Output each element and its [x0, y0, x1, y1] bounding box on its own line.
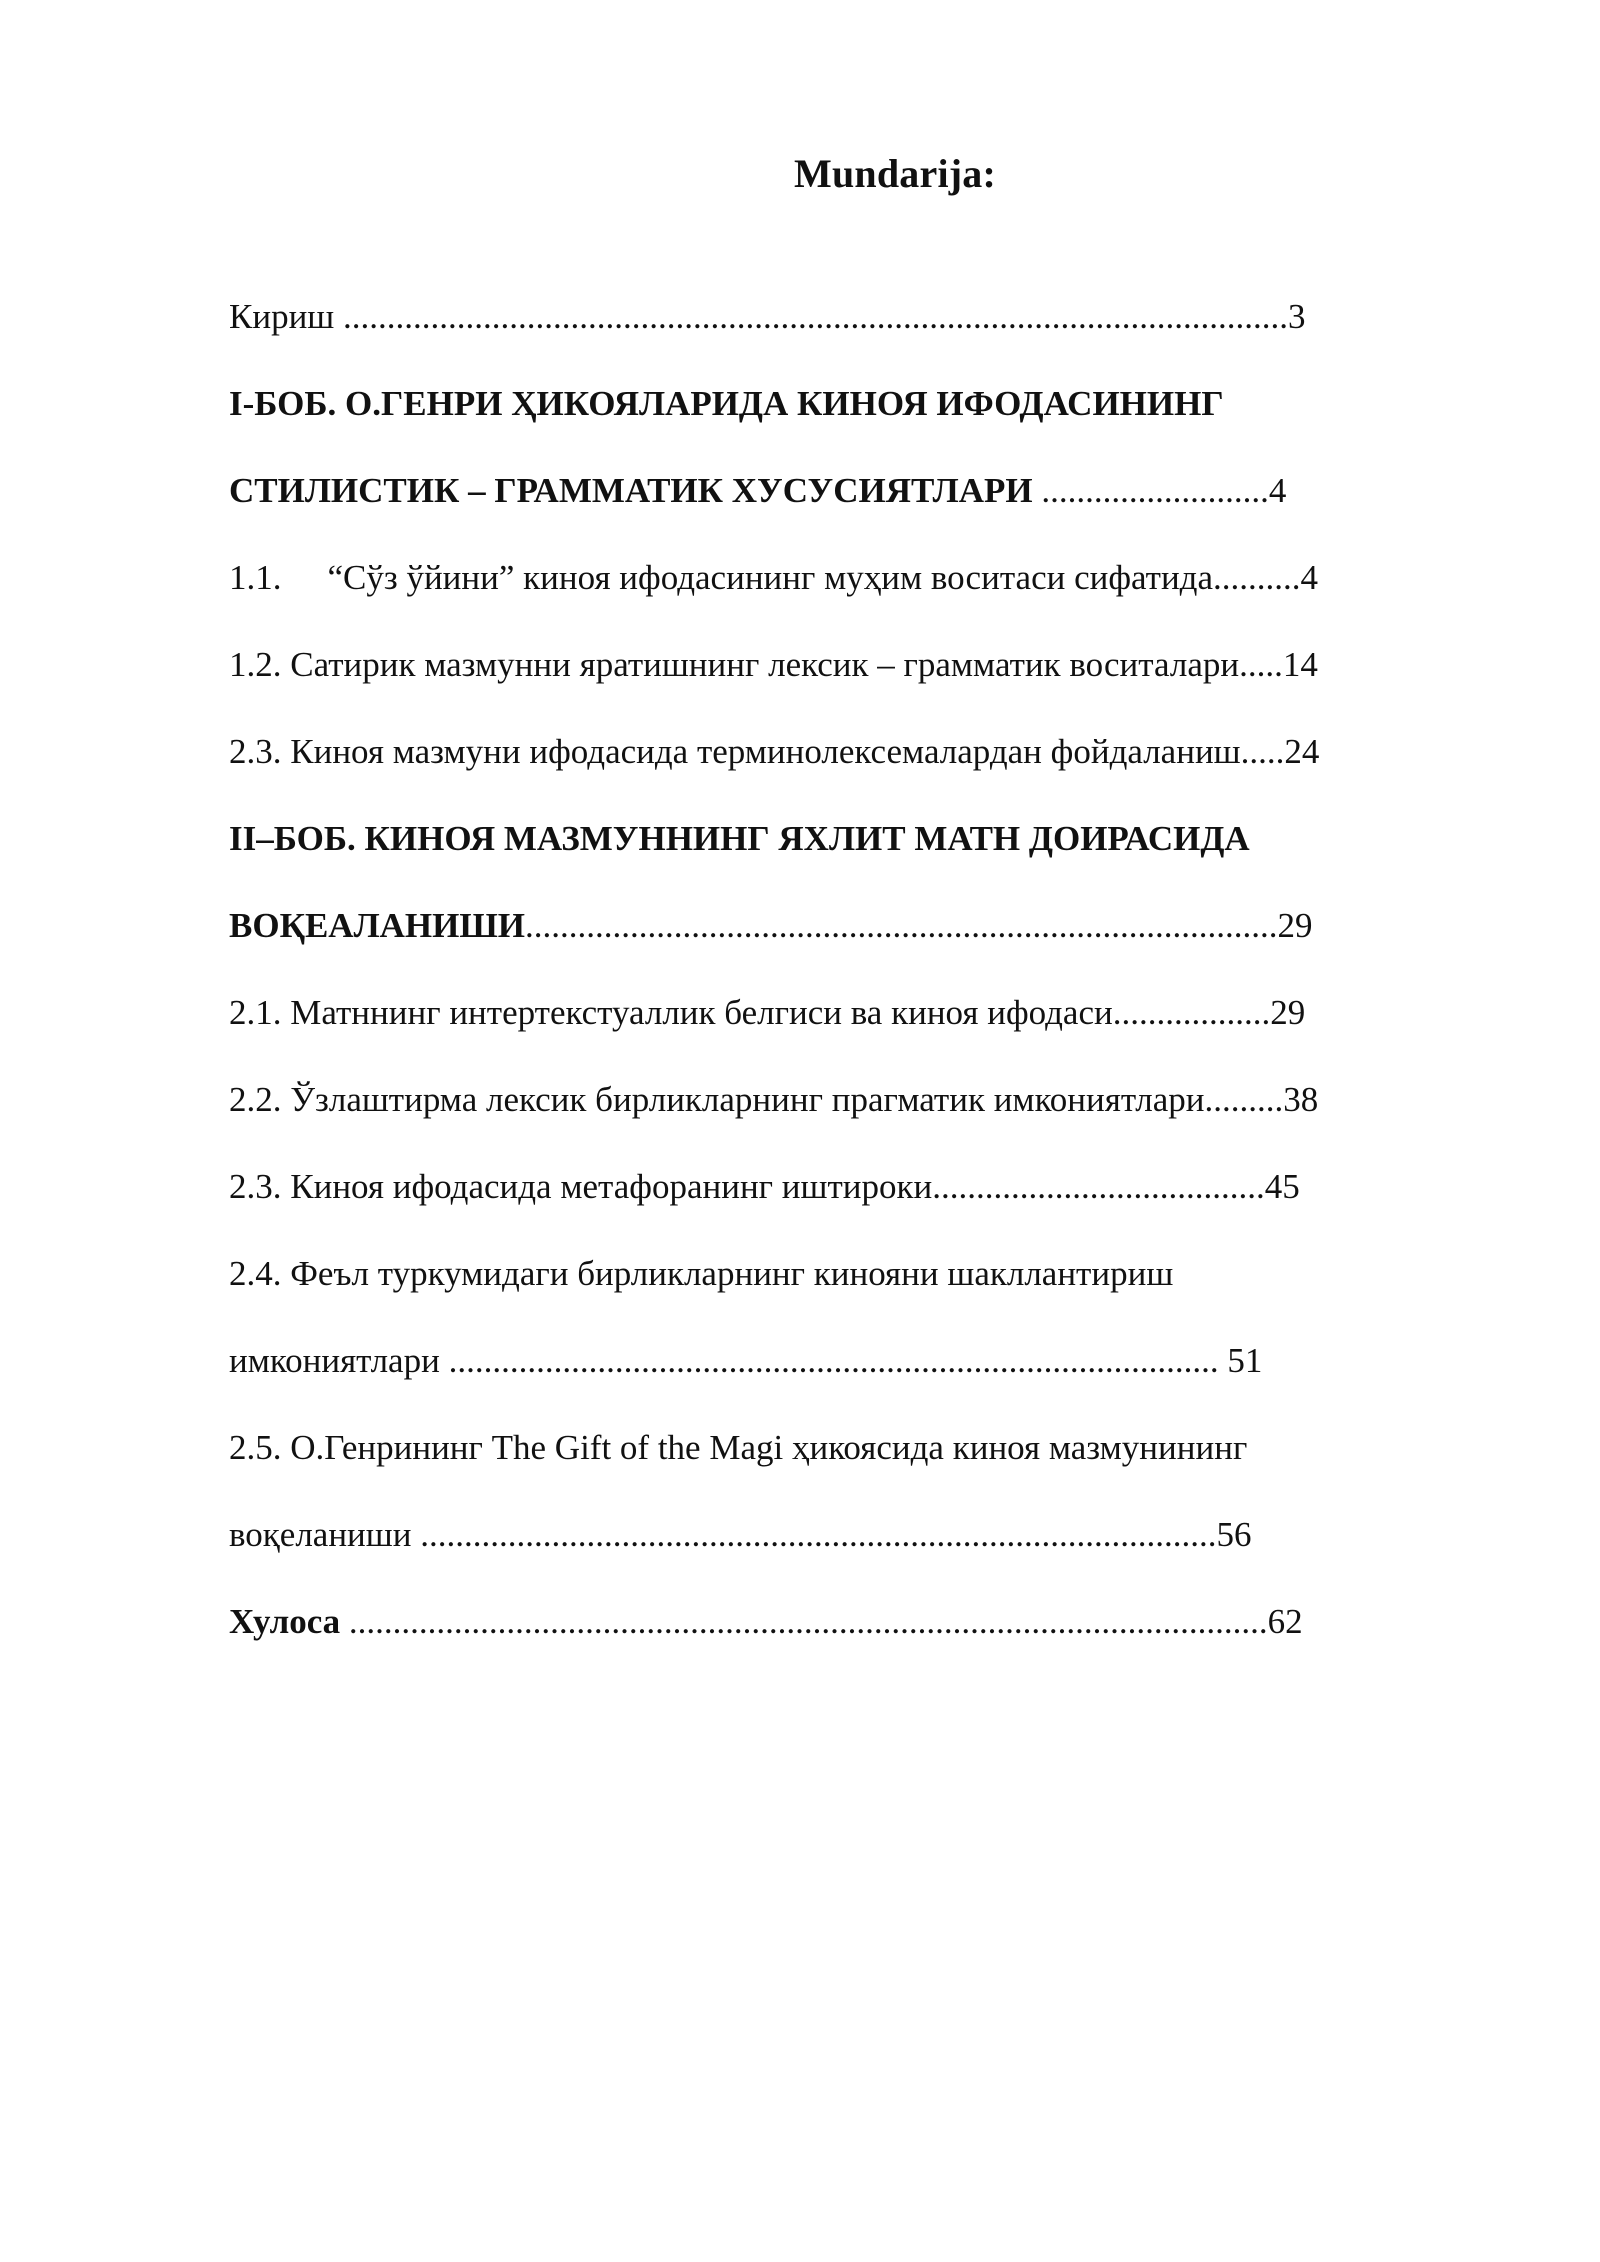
toc-entry-conclusion	[229, 1600, 1303, 1644]
toc-chapter-1-heading-line-2	[229, 469, 1286, 513]
toc-entry-2-4-line-2: имкониятлари ........................................................................................ 51	[229, 1341, 1263, 1380]
toc-chapter-1-heading-line-1: I-БОБ. О.ГЕНРИ ҲИКОЯЛАРИДА КИНОЯ ИФОДАСИНИНГ	[229, 384, 1224, 423]
toc-entry-introduction: Кириш ............................................................................................................3	[229, 297, 1306, 336]
toc-chapter-1-leader: ..........................4	[1032, 471, 1287, 510]
toc-entry-2-4-line-1: 2.4. Феъл туркумидаги бирликларнинг кинояни шакллантириш	[229, 1254, 1174, 1293]
toc-chapter-2-heading-line-2	[229, 904, 1313, 948]
toc-entry-2-5-line-1: 2.5. О.Генрининг The Gift of the Magi ҳикоясида киноя мазмунининг	[229, 1428, 1248, 1467]
toc-chapter-2-leader: ......................................................................................29	[525, 906, 1313, 945]
toc-entry-2-3: 2.3. Киноя ифодасида метафоранинг иштироки......................................45	[229, 1167, 1300, 1206]
toc-chapter-1-title-part: СТИЛИСТИК – ГРАММАТИК ХУСУСИЯТЛАРИ	[229, 471, 1033, 510]
page-title: Mundarija:	[794, 151, 996, 196]
toc-entry-1-1-text: “Сўз ўйини” киноя ифодасининг муҳим воситаси сифатида..........4	[327, 558, 1319, 597]
toc-entry-1-1-number: 1.1.	[229, 558, 282, 597]
toc-entry-1-1	[229, 556, 1318, 600]
toc-entry-2-1: 2.1. Матннинг интертекстуаллик белгиси ва киноя ифодаси..................29	[229, 993, 1306, 1032]
toc-chapter-2-title-part: ВОҚЕАЛАНИШИ	[229, 906, 526, 945]
toc-conclusion-title: Хулоса	[229, 1602, 341, 1641]
toc-chapter-2-heading-line-1: II–БОБ. КИНОЯ МАЗМУННИНГ ЯХЛИТ МАТН ДОИРАСИДА	[229, 819, 1250, 858]
toc-conclusion-leader: .........................................................................................................62	[340, 1602, 1303, 1641]
toc-entry-1-2: 1.2. Сатирик мазмунни яратишнинг лексик – грамматик воситалари.....14	[229, 645, 1318, 684]
toc-entry-2-3-first: 2.3. Киноя мазмуни ифодасида терминолексемалардан фойдаланиш.....24	[229, 732, 1320, 771]
toc-entry-2-5-line-2: воқеланиши ...........................................................................................56	[229, 1515, 1252, 1554]
toc-entry-2-2: 2.2. Ўзлаштирма лексик бирликларнинг прагматик имкониятлари.........38	[229, 1080, 1319, 1119]
